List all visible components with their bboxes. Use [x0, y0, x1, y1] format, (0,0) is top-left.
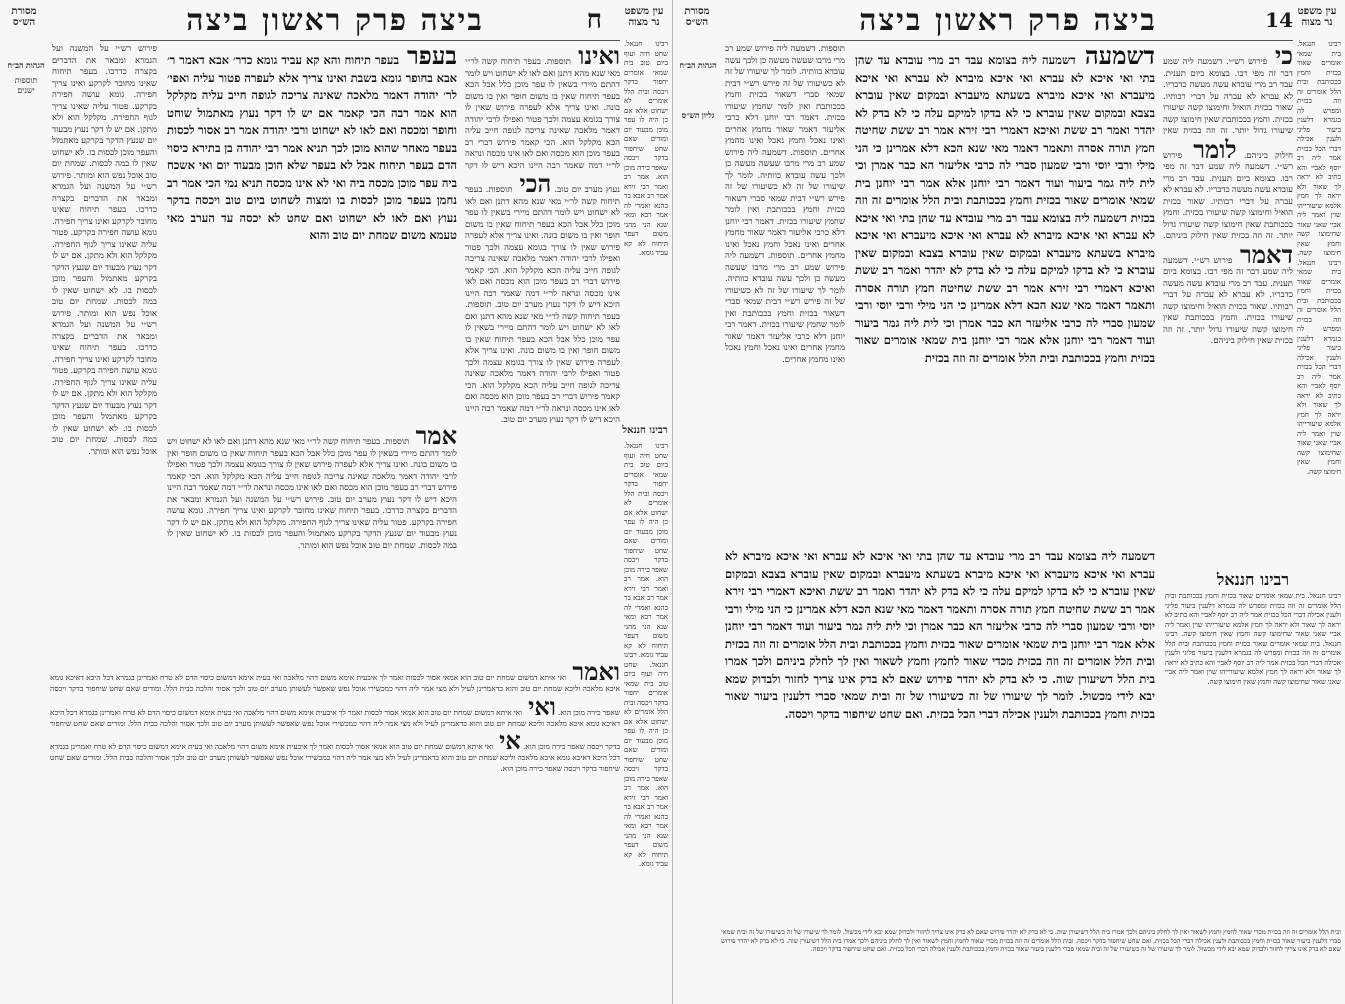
right-header-rule [773, 40, 1293, 41]
right-bottom-text-cont: ובית הלל אומרים זה וזה בכזית מכדי שאור לחמץ וחמץ לשאור ואין לך לחלק ביניהם ולכך אמרו בית הלל דשיעורן שוה. כי לא בדק לא יהדר פירוש שאם לא בדק אינו צריך לחזור ולבדוק שמא יבא לידי מכשול. לומר לך שיעורו של זה כשיעורו של זה ובית שמאי סברי דלענין ביעור שאור בכזית וחמץ בככותבת ולענין אכילה דברי הכל בכזית. ואם שחט שיחפור בדקר ויכסה. [721, 936, 1341, 953]
right-tosafot-text: תוספות. דשמעה ליה פירוש שמע רב מרי מרבו שעשה מעשה כן ולכך עשה עובדא כוותיה. לומר לך שיעורו של זה לא כשיעורו של זה פירש רש״י דבית שמאי סברי דשאור בכזית וחמץ בככותבת ואין לומר שחמץ שיעורו בכזית. דאמר רבי יוחנן דלא כרבי אליעזר דאמר שאור מחמץ אחרים ואינו נאכל וחמץ נאכל ואינו מחמץ אחרים. [725, 44, 845, 158]
right-main-wide-text: דשמעה ליה בצומא עבד רב מרי עובדא עד שהן בתי ואי איכא לא עברא ואי איכא מיברא לא עברא ואי איכא מיעברא ואי איכא מיברא בשעתא מיעברא ובמקום שאין עוברא בצבא ובמקום שאין עוברא כי לא בדקו למיקם עלה כי לא בדק לא יהדר ואמר רב ששת ואיכא דאמרי רבי זירא אמר רב ששת שחיטה חמץ תורה אסרה ותאמר דאמר מאי שנא הכא דלא אמרינן כי הני מילי ורבי יוסי ורבי שמעון סברי לה כרבי אליעזר הא כבר אמרן וכי לית ליה גמר ביעור ועוד דאמר רבי יוחנן אלא אמר רבי יוחנן בית שמאי אומרים שאור בכזית וחמץ בככותבת ובית הלל אומרים זה וזה בכזית [725, 549, 1155, 651]
right-big-word-1: כי [1274, 44, 1293, 70]
left-big-word-6: אי [499, 726, 521, 755]
right-page-header [723, 2, 1293, 38]
left-bottom-text: ואי איתא דמשום שמחת יום טוב הוא אמאי אסור לכסות ואמר לך איבעית אימא משום דהוי מלאכה ואי בעית אימא דמשום כיסוי הדם לא טרח ואמרינן בגמרא דכל היכא דאיכא גומא איכא מלאכה וליכא שמחת יום טוב והוא כדאמרינן לעיל ולא מצי אמר ליה דהוי כמכשירי אוכל נפש שאפשר לעשותן מערב יום טוב ולכך אסור והלכה כבית הלל. ומודים שאם שחט שיחפור בדקר ויכסה שאפר כירה מוכן הוא. [50, 673, 620, 717]
left-rabbenu-chananel-text: רבינו חננאל. שחט חיה ועוף ביום טוב בית שמאי אומרים יחפור בדקר ויכסה ובית הלל אומרים לא ישחוט אלא אם כן היה לו עפר מוכן מבעוד יום ומודים שאם שחט שיחפור בדקר ויכסה שאפר כירה מוכן הוא. אמר רב ואמר רבי זירא אמר רב אבא בר כהנא ואמרי לה אמר רבא ומאי שנא הני מהני משום דעפר תיחוח לא קא עביד גומא. [624, 442, 668, 659]
left-rashi-text-cont2: פירוש רש״י על המשנה ועל הגמרא ומבאר את הדברים בקצרה כדרכו. בעפר תיחוח שאינו מחובר לקרקע ואינו צריך חפירה. גומא עושה חפירה בקרקע. פטור עליה שאינו צריך לגוף החפירה. מקלקל הוא ולא מתקן. אם יש לו דקר נעוץ מבעוד יום שנעץ הדקר בקרקע מאתמול והעפר מוכן לכסות בו. לא ישחוט שאין לו במה לכסות. שמחת יום טוב אוכל נפש הוא ומותר. [52, 308, 157, 457]
left-margin-note-tosafot-yeshanim: תוספות ישנים [14, 76, 38, 95]
right-ein-mishpat-column [1297, 40, 1341, 560]
left-rashi-wide-text: תוספות. בעפר תיחוח קשה לר״י מאי שנא מהא דתנן ואם לאו לא ישחוט ויש לומר דהתם מיירי בשאין לו עפר מוכן כלל אבל הכא בעפר תיחוח שאין בו משום חופר ואין בו משום בונה. ואינו צריך אלא לעפרה פירוש שאין לו צורך בגומא עצמה ולכך פטור ואפילו לרבי יהודה דאמר מלאכה שאינה צריכה לגופה חייב עליה הכא מקלקל הוא. הכי קאמר פירוש דברי רב בעפר מוכן הוא מכסה ואם לאו אינו מכסה ונראה לר״י דמה שאמר רבה היינו היכא דיש לו דקר נעוץ מערב יום טוב. [167, 437, 457, 505]
left-rabbenu-chananel-text-cont: רבינו חננאל. שחט חיה ועוף ביום טוב בית שמאי אומרים יחפור בדקר ויכסה ובית הלל אומרים לא ישחוט אלא אם כן היה לו עפר מוכן מבעוד יום ומודים שאם שחט שיחפור בדקר ויכסה שאפר כירה מוכן הוא. אמר רב ואמר רבי זירא אמר רב אבא בר כהנא ואמרי לה אמר רבא ומאי שנא הני מהני משום דעפר תיחוח לא קא עביד גומא. [624, 651, 668, 868]
left-big-word-3: אמר [415, 424, 457, 450]
left-big-word-2: הכי [519, 169, 552, 198]
left-big-word-4: ואמר [572, 660, 620, 686]
right-rashi-text-cont: פירוש רש״י. דשמעה ליה שמע דבר זה מפי רבו. בצומא ביום תענית. עבד רב מרי עובדא עשה מעשה כדבריו. לא עברא לא עברה על דברי רבותיו. שאור בכזית הואיל וחימוצו קשה שיעורו בכזית. וחמץ בככותבת שאין חימוצו קשה שיעורו גדול יותר. זה וזה בכזית שאין חילוק ביניהם. [1163, 150, 1293, 241]
left-masoret-column [6, 60, 46, 380]
left-big-word-1: ואינו [578, 44, 620, 70]
left-rashi-column [52, 44, 157, 464]
left-tosafot-text-cont2: תוספות. בעפר תיחוח קשה לר״י מאי שנא מהא דתנן ואם לאו לא ישחוט ויש לומר דהתם מיירי בשאין לו עפר מוכן כלל אבל הכא בעפר תיחוח שאין בו משום חופר ואין בו משום בונה. ואינו צריך אלא לעפרה פירוש שאין לו צורך בגומא עצמה ולכך פטור ואפילו לרבי יהודה דאמר מלאכה שאינה צריכה לגופה חייב עליה הכא מקלקל הוא. הכי קאמר פירוש דברי רב בעפר מוכן הוא מכסה ואם לאו אינו מכסה ונראה לר״י דמה שאמר רבה היינו היכא דיש לו דקר נעוץ מערב יום טוב. [465, 300, 620, 425]
left-bottom-text-cont: ואי איתא דמשום שמחת יום טוב הוא אמאי אסור לכסות ואמר לך איבעית אימא משום דהוי מלאכה ואי בעית אימא דמשום כיסוי הדם לא טרח ואמרינן בגמרא דכל היכא דאיכא גומא איכא מלאכה וליכא שמחת יום טוב והוא כדאמרינן לעיל ולא מצי אמר ליה דהוי כמכשירי אוכל נפש שאפשר לעשותן מערב יום טוב ולכך אסור והלכה כבית הלל. ומודים שאם שחט שיחפור בדקר ויכסה שאפר כירה מוכן הוא. [50, 707, 620, 751]
left-daf-number: ח [586, 5, 602, 35]
right-corner-masoret: מסורת הש״ס [684, 6, 710, 28]
right-page-number: 14 [1265, 8, 1293, 32]
left-main-gemara [167, 44, 457, 419]
right-page [673, 0, 1345, 1004]
left-tosafot-text: תוספות. בעפר תיחוח קשה לר״י מאי שנא מהא דתנן ואם לאו לא ישחוט ויש לומר דהתם מיירי בשאין לו עפר מוכן כלל אבל הכא בעפר תיחוח שאין בו משום חופר ואין בו משום בונה. ואינו צריך אלא לעפרה פירוש שאין לו צורך בגומא עצמה ולכך פטור ואפילו לרבי יהודה דאמר מלאכה שאינה צריכה לגופה חייב עליה הכא מקלקל הוא. הכי קאמר פירוש דברי רב בעפר מוכן הוא מכסה ואם לאו אינו מכסה ונראה לר״י דמה שאמר רבה היינו היכא דיש לו דקר נעוץ מערב יום טוב. [465, 57, 620, 195]
left-big-word-0: בעפר [406, 44, 457, 70]
left-corner-ein-mishpat: עין משפט נר מצוה [624, 6, 664, 28]
right-masoret-column [677, 60, 719, 760]
right-rashi-column [1163, 44, 1293, 374]
right-main-text: דשמעה ליה בצומא עבד רב מרי עובדא עד שהן בתי ואי איכא לא עברא ואי איכא מיברא לא עברא ואי איכא מיעברא ואי איכא מיברא בשעתא מיעברא ובמקום שאין עוברא בצבא ובמקום שאין עוברא כי לא בדקו למיקם עלה כי לא בדק לא יהדר ואמר רב ששת ואיכא דאמרי רבי זירא אמר רב ששת שחיטה חמץ תורה אסרה ותאמר דאמר מאי שנא הכא דלא אמרינן כי הני מילי ורבי יוסי ורבי שמעון סברי לה כרבי אליעזר הא כבר אמרן וכי לית ליה גמר ביעור ועוד דאמר רבי יוחנן אלא אמר רבי יוחנן בית שמאי אומרים שאור בכזית וחמץ בככותבת ובית הלל אומרים זה וזה בכזית [855, 53, 1155, 225]
right-big-word-2: לומר [1193, 134, 1237, 164]
left-rashi-wide [167, 424, 457, 654]
left-rabbenu-chananel-column [624, 442, 668, 1002]
left-rashi-wide-text-2: פירוש רש״י על המשנה ועל הגמרא ומבאר את הדברים בקצרה כדרכו. בעפר תיחוח שאינו מחובר לקרקע ואינו צריך חפירה. גומא עושה חפירה בקרקע. פטור עליה שאינו צריך לגוף החפירה. מקלקל הוא ולא מתקן. אם יש לו דקר נעוץ מבעוד יום שנעץ הדקר בקרקע מאתמול והעפר מוכן לכסות בו. לא ישחוט שאין לו במה לכסות. שמחת יום טוב אוכל נפש הוא ומותר. [167, 494, 457, 551]
right-main-wide-text-2: ובית הלל אומרים זה וזה בכזית מכדי שאור לחמץ וחמץ לשאור ואין לך לחלק ביניהם ולכך אמרו בית הלל דשיעורן שוה. כי לא בדק לא יהדר פירוש שאם לא בדק אינו צריך לחזור ולבדוק שמא יבא לידי מכשול. לומר לך שיעורו של זה כשיעורו של זה ובית שמאי סברי דלענין ביעור שאור בכזית וחמץ בככותבת ולענין אכילה דברי הכל בכזית. ואם שחט שיחפור בדקר ויכסה. [725, 654, 1155, 721]
right-main-text-cont: דשמעה ליה בצומא עבד רב מרי עובדא עד שהן בתי ואי איכא לא עברא ואי איכא מיברא לא עברא ואי איכא מיעברא ואי איכא מיברא בשעתא מיעברא ובמקום שאין עוברא בצבא ובמקום שאין עוברא כי לא בדקו למיקם עלה כי לא בדק לא יהדר ואמר רב ששת ואיכא דאמרי רבי זירא אמר רב ששת שחיטה חמץ תורה אסרה ותאמר דאמר מאי שנא הכא דלא אמרינן כי הני מילי ורבי יוסי ורבי שמעון סברי לה כרבי אליעזר הא כבר אמרן וכי לית ליה גמר ביעור ועוד דאמר רבי יוחנן אלא אמר רבי יוחנן בית שמאי אומרים שאור בכזית וחמץ בככותבת ובית הלל אומרים זה וזה בכזית [855, 210, 1155, 365]
left-tosafot-column [465, 44, 620, 644]
left-bottom-text-cont2: ואי איתא דמשום שמחת יום טוב הוא אמאי אסור לכסות ואמר לך איבעית אימא משום דהוי מלאכה ואי בעית אימא דמשום כיסוי הדם לא טרח ואמרינן בגמרא דכל היכא דאיכא גומא איכא מלאכה וליכא שמחת יום טוב והוא כדאמרינן לעיל ולא מצי אמר ליה דהוי כמכשירי אוכל נפש שאפשר לעשותן מערב יום טוב ולכך אסור והלכה כבית הלל. ומודים שאם שחט שיחפור בדקר ויכסה שאפר כירה מוכן הוא. [50, 742, 620, 773]
right-rabbenu-chananel-text-cont: רבינו חננאל. בית שמאי אומרים שאור בכזית וחמץ בככותבת ובית הלל אומרים זה וזה בכזית ומפרש לה בגמרא דלענין ביעור פליגי ולענין אכילה דברי הכל בכזית אמר ליה רב יוסף לאביי והא כתיב לא יראה לך שאור ולא יראה לך חמץ אלמא שיעורייהו שוין ואמר ליה אביי שאני שאור שחימוצו קשה וחמץ שאין חימוצו קשה. [1165, 630, 1341, 686]
right-tosafot-text-cont2: תוספות. דשמעה ליה פירוש שמע רב מרי מרבו שעשה מעשה כן ולכך עשה עובדא כוותיה. לומר לך שיעורו של זה לא כשיעורו של זה פירש רש״י דבית שמאי סברי דשאור בכזית וחמץ בככותבת ואין לומר שחמץ שיעורו בכזית. דאמר רבי יוחנן דלא כרבי אליעזר דאמר שאור מחמץ אחרים ואינו נאכל וחמץ נאכל ואינו מחמץ אחרים. [725, 251, 845, 365]
right-margin-note-hagahot: הגהות הב״ח [679, 60, 717, 70]
right-bottom-text: ובית הלל אומרים זה וזה בכזית מכדי שאור לחמץ וחמץ לשאור ואין לך לחלק ביניהם ולכך אמרו בית הלל דשיעורן שוה. כי לא בדק לא יהדר פירוש שאם לא בדק אינו צריך לחזור ולבדוק שמא יבא לידי מכשול. לומר לך שיעורו של זה כשיעורו של זה ובית שמאי סברי דלענין ביעור שאור בכזית וחמץ בככותבת ולענין אכילה דברי הכל בכזית. ואם שחט שיחפור בדקר ויכסה. [721, 928, 1341, 945]
left-rashi-text-cont: פירוש רש״י על המשנה ועל הגמרא ומבאר את הדברים בקצרה כדרכו. בעפר תיחוח שאינו מחובר לקרקע ואינו צריך חפירה. גומא עושה חפירה בקרקע. פטור עליה שאינו צריך לגוף החפירה. מקלקל הוא ולא מתקן. אם יש לו דקר נעוץ מבעוד יום שנעץ הדקר בקרקע מאתמול והעפר מוכן לכסות בו. לא ישחוט שאין לו במה לכסות. שמחת יום טוב אוכל נפש הוא ומותר. [52, 170, 157, 319]
right-rashi-text: פירוש רש״י. דשמעה ליה שמע דבר זה מפי רבו. בצומא ביום תענית. עבד רב מרי עובדא עשה מעשה כדבריו. לא עברא לא עברה על דברי רבותיו. שאור בכזית הואיל וחימוצו קשה שיעורו בכזית. וחמץ בככותבת שאין חימוצו קשה שיעורו גדול יותר. זה וזה בכזית שאין חילוק ביניהם. [1163, 57, 1293, 161]
right-main-gemara-wide [725, 548, 1155, 918]
right-ein-mishpat-text: רבינו חננאל. בית שמאי אומרים שאור בכזית וחמץ בככותבת ובית הלל אומרים זה וזה בכזית ומפרש לה בגמרא דלענין ביעור פליגי ולענין אכילה דברי הכל בכזית אמר ליה רב יוסף לאביי והא כתיב לא יראה לך שאור ולא יראה לך חמץ אלמא שיעורייהו שוין ואמר ליה אביי שאני שאור שחימוצו קשה וחמץ שאין חימוצו קשה. [1297, 40, 1341, 257]
left-ein-mishpat-column [624, 40, 668, 420]
right-rabbenu-chananel-title: רבינו חננאל [1216, 570, 1290, 589]
left-margin-note-hagahot: הגהות הב״ח [7, 60, 45, 70]
left-main-text: בעפר תיחוח והא קא עביד גומא כדר׳ אבא דאמר ר׳ אבא בחופר גומא בשבת ואינו צריך אלא לעפרה פטור עליה ואפי׳ לר׳ יהודה דאמר מלאכה שאינה צריכה לגופה חייב עליה מקלקל הוא אמר רבה הכי קאמר אם יש לו דקר נעוץ מאתמול שוחט וחופר ומכסה ואם לאו לא ישחוט ורבי יהודה אמר רב אסור לכסות בעפר מאחר שהוא מוכן לכך תניא אמר רבי יהודה בן בתירא כיסוי הדם בעפר תיחוח אבל לא בעפר שלא הוכן מבעוד יום ואי אשכח ביה עפר מוכן מכסה ביה ואי לא אינו מכסה תניא נמי הכי אמר רב נחמן בעפר מוכן לכסות בו ומצוה לשחוט ביום טוב ויכסה בדקר נעוץ ואם לאו לא ישחוט ואם שחט לא יכסה עד הערב מאי טעמא משום שמחת יום טוב והוא [167, 53, 457, 242]
right-big-word-0: דשמעה [1084, 44, 1155, 70]
left-page-header [50, 2, 620, 38]
left-bottom-commentary [50, 660, 620, 960]
right-main-gemara [855, 44, 1155, 544]
right-tosafot-text-cont: תוספות. דשמעה ליה פירוש שמע רב מרי מרבו שעשה מעשה כן ולכך עשה עובדא כוותיה. לומר לך שיעורו של זה לא כשיעורו של זה פירש רש״י דבית שמאי סברי דשאור בכזית וחמץ בככותבת ואין לומר שחמץ שיעורו בכזית. דאמר רבי יוחנן דלא כרבי אליעזר דאמר שאור מחמץ אחרים ואינו נאכל וחמץ נאכל ואינו מחמץ אחרים. [725, 147, 845, 261]
right-tosafot-column [725, 44, 845, 544]
right-rashi-text-cont2: פירוש רש״י. דשמעה ליה שמע דבר זה מפי רבו. בצומא ביום תענית. עבד רב מרי עובדא עשה מעשה כדבריו. לא עברא לא עברה על דברי רבותיו. שאור בכזית הואיל וחימוצו קשה שיעורו בכזית. וחמץ בככותבת שאין חימוצו קשה שיעורו גדול יותר. זה וזה בכזית שאין חילוק ביניהם. [1163, 255, 1293, 346]
right-big-word-3: דאמר [1240, 239, 1293, 269]
right-bottom-commentary [721, 928, 1341, 998]
left-big-word-5: ואי [528, 691, 556, 721]
left-page [0, 0, 672, 1004]
left-header-rule [100, 40, 620, 41]
right-corner-ein-mishpat: עין משפט נר מצוה [1297, 6, 1337, 28]
right-margin-note-gilyon: גליון הש״ס [681, 110, 715, 120]
right-rabbenu-chananel-text: רבינו חננאל. בית שמאי אומרים שאור בכזית וחמץ בככותבת ובית הלל אומרים זה וזה בכזית ומפרש לה בגמרא דלענין ביעור פליגי ולענין אכילה דברי הכל בכזית אמר ליה רב יוסף לאביי והא כתיב לא יראה לך שאור ולא יראה לך חמץ אלמא שיעורייהו שוין ואמר ליה אביי שאני שאור שחימוצו קשה וחמץ שאין חימוצו קשה. [1165, 592, 1341, 638]
left-tosafot-text-cont: תוספות. בעפר תיחוח קשה לר״י מאי שנא מהא דתנן ואם לאו לא ישחוט ויש לומר דהתם מיירי בשאין לו עפר מוכן כלל אבל הכא בעפר תיחוח שאין בו משום חופר ואין בו משום בונה. ואינו צריך אלא לעפרה פירוש שאין לו צורך בגומא עצמה ולכך פטור ואפילו לרבי יהודה דאמר מלאכה שאינה צריכה לגופה חייב עליה הכא מקלקל הוא. הכי קאמר פירוש דברי רב בעפר מוכן הוא מכסה ואם לאו אינו מכסה ונראה לר״י דמה שאמר רבה היינו היכא דיש לו דקר נעוץ מערב יום טוב. [465, 185, 620, 310]
right-page-title: ביצה פרק ראשון ביצה [859, 2, 1157, 38]
left-ein-mishpat-text: רבינו חננאל. שחט חיה ועוף ביום טוב בית שמאי אומרים יחפור בדקר ויכסה ובית הלל אומרים לא ישחוט אלא אם כן היה לו עפר מוכן מבעוד יום ומודים שאם שחט שיחפור בדקר ויכסה שאפר כירה מוכן הוא. אמר רב ואמר רבי זירא אמר רב אבא בר כהנא ואמרי לה אמר רבא ומאי שנא הני מהני משום דעפר תיחוח לא קא עביד גומא. [624, 40, 668, 257]
left-rabbenu-chananel-title: רבינו חננאל [622, 425, 668, 436]
left-corner-masoret: מסורת הש״ס [11, 6, 37, 28]
right-rabbenu-chananel-column [1165, 592, 1341, 922]
left-rashi-text: פירוש רש״י על המשנה ועל הגמרא ומבאר את הדברים בקצרה כדרכו. בעפר תיחוח שאינו מחובר לקרקע ואינו צריך חפירה. גומא עושה חפירה בקרקע. פטור עליה שאינו צריך לגוף החפירה. מקלקל הוא ולא מתקן. אם יש לו דקר נעוץ מבעוד יום שנעץ הדקר בקרקע מאתמול והעפר מוכן לכסות בו. לא ישחוט שאין לו במה לכסות. שמחת יום טוב אוכל נפש הוא ומותר. [52, 44, 157, 181]
right-ein-mishpat-text-cont: רבינו חננאל. בית שמאי אומרים שאור בכזית וחמץ בככותבת ובית הלל אומרים זה וזה בכזית ומפרש לה בגמרא דלענין ביעור פליגי ולענין אכילה דברי הכל בכזית אמר ליה רב יוסף לאביי והא כתיב לא יראה לך שאור ולא יראה לך חמץ אלמא שיעורייהו שוין ואמר ליה אביי שאני שאור שחימוצו קשה וחמץ שאין חימוצו קשה. [1297, 258, 1341, 476]
left-page-title: ביצה פרק ראשון ביצה [186, 2, 484, 38]
